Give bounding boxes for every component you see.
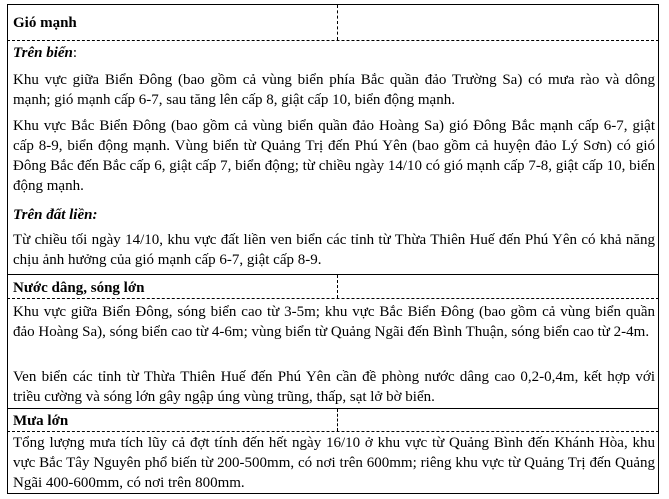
- section-title-rain: Mưa lớn: [13, 413, 69, 429]
- sea-heading-colon: :: [72, 45, 78, 61]
- rain-paragraph-1: Tổng lượng mưa tích lũy cả đợt tính đến hết ngày 16/10 ở khu vực từ Quảng Bình đến Khánh Hòa, khu vực Bắc Tây Nguyên phổ biến từ 200-500mm, có nơi trên 600mm; riêng khu vực từ Quảng Trị đến Quảng Ngãi 400-600mm, có nơi trên 800mm.: [13, 435, 655, 491]
- header-divider: [337, 275, 338, 298]
- row-separator: [7, 431, 659, 432]
- section-title-surge: Nước dâng, sóng lớn: [13, 280, 145, 296]
- header-divider: [337, 409, 338, 431]
- row-separator: [7, 298, 659, 299]
- row-separator: [7, 408, 659, 409]
- sea-heading-text: Trên biển: [13, 45, 73, 61]
- section-title-wind: Gió mạnh: [13, 15, 77, 31]
- surge-paragraph-1: Khu vực giữa Biển Đông, sóng biển cao từ 3-5m; khu vực Bắc Biển Đông (bao gồm cả vùng biển quần đảo Hoàng Sa), sóng biển cao từ 4-6m; vùng biển từ Quảng Ngãi đến Bình Thuận, sóng biển cao từ 2-4m.: [13, 304, 655, 340]
- forecast-table: [7, 4, 659, 494]
- sea-paragraph-2: Khu vực Bắc Biển Đông (bao gồm cả vùng biển quần đảo Hoàng Sa) gió Đông Bắc mạnh cấp 6-7, giật cấp 8-9, biển động mạnh. Vùng biển từ Quảng Trị đến Phú Yên (bao gồm cả huyện đảo Lý Sơn) có gió Đông Bắc đến Bắc cấp 6, giật cấp 7, biển động; từ chiều ngày 14/10 có gió mạnh cấp 7-8, giật cấp 10, biển động mạnh.: [13, 118, 655, 194]
- land-paragraph-1: Từ chiều tối ngày 14/10, khu vực đất liền ven biển các tỉnh từ Thừa Thiên Huế đến Phú Yên có khả năng chịu ảnh hưởng của gió mạnh cấp 6-7, giật cấp 8-9.: [13, 232, 655, 268]
- sea-heading: [13, 44, 77, 62]
- row-separator: [7, 274, 659, 275]
- row-separator: [7, 40, 659, 41]
- surge-paragraph-2: Ven biển các tỉnh từ Thừa Thiên Huế đến Phú Yên cần đề phòng nước dâng cao 0,2-0,4m, kết hợp với triều cường và sóng lớn gây ngập úng vùng trũng, thấp, sạt lở bờ biển.: [13, 369, 655, 405]
- header-divider: [337, 5, 338, 40]
- land-heading: Trên đất liền:: [13, 207, 98, 223]
- sea-paragraph-1: Khu vực giữa Biển Đông (bao gồm cả vùng biển phía Bắc quần đảo Trường Sa) có mưa rào và dông mạnh; gió mạnh cấp 6-7, sau tăng lên cấp 8, giật cấp 10, biển động mạnh.: [13, 72, 655, 108]
